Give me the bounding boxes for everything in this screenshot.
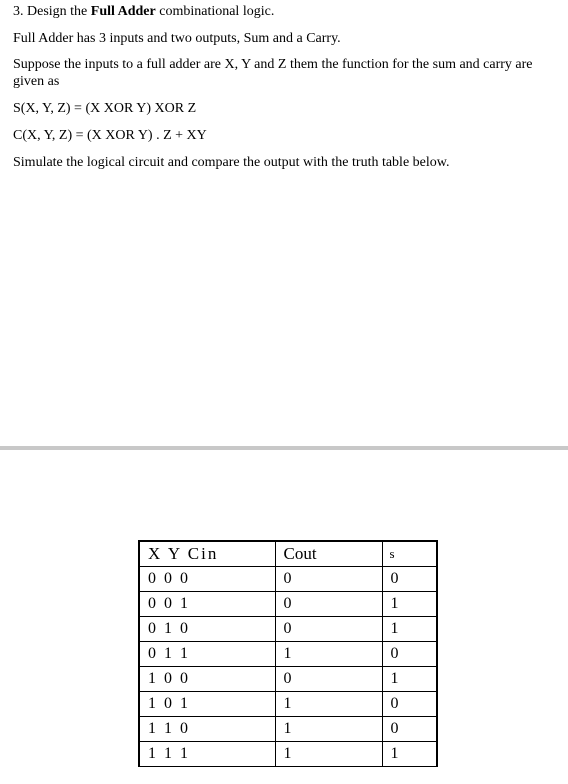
- table-row: [139, 641, 437, 666]
- cell-inputs: 1 1 0: [139, 716, 275, 741]
- cell-inputs: 0 0 1: [139, 591, 275, 616]
- question-title: [13, 3, 274, 20]
- header-sum: s: [382, 541, 437, 566]
- cell-cout: 0: [275, 616, 382, 641]
- cell-inputs: 1 1 1: [139, 741, 275, 766]
- cell-cout: 1: [275, 641, 382, 666]
- question-prefix: 3. Design the: [13, 4, 91, 19]
- question-bold-term: Full Adder: [90, 4, 156, 19]
- cell-sum: 0: [382, 716, 437, 741]
- cell-cout: 0: [275, 666, 382, 691]
- cell-sum: 0: [382, 566, 437, 591]
- cell-cout: 0: [275, 591, 382, 616]
- simulate-instruction: Simulate the logical circuit and compare the output with the truth table below.: [13, 155, 450, 170]
- table-row: [139, 691, 437, 716]
- table-row: [139, 616, 437, 641]
- header-cout: Cout: [275, 541, 382, 566]
- suppose-text: Suppose the inputs to a full adder are X, Y and Z them the function for the sum and carry are given as: [13, 57, 533, 89]
- question-suffix: combinational logic.: [155, 4, 275, 19]
- sum-equation: S(X, Y, Z) = (X XOR Y) XOR Z: [13, 101, 197, 116]
- table-row: [139, 566, 437, 591]
- cell-sum: 0: [382, 691, 437, 716]
- cell-cout: 1: [275, 741, 382, 766]
- cell-sum: 1: [382, 616, 437, 641]
- cell-inputs: 0 0 0: [139, 566, 275, 591]
- cell-inputs: 0 1 1: [139, 641, 275, 666]
- cell-cout: 1: [275, 716, 382, 741]
- cell-sum: 0: [382, 641, 437, 666]
- table-row: [139, 591, 437, 616]
- intro-text: Full Adder has 3 inputs and two outputs, Sum and a Carry.: [13, 31, 341, 46]
- truth-table-header-row: [139, 541, 437, 566]
- table-row: [139, 716, 437, 741]
- header-inputs: X Y Cin: [139, 541, 275, 566]
- cell-sum: 1: [382, 666, 437, 691]
- cell-inputs: 0 1 0: [139, 616, 275, 641]
- section-divider: [0, 446, 568, 450]
- cell-inputs: 1 0 1: [139, 691, 275, 716]
- cell-cout: 0: [275, 566, 382, 591]
- cell-sum: 1: [382, 741, 437, 766]
- table-row: [139, 666, 437, 691]
- cell-cout: 1: [275, 691, 382, 716]
- cell-sum: 1: [382, 591, 437, 616]
- cell-inputs: 1 0 0: [139, 666, 275, 691]
- table-row: [139, 741, 437, 766]
- truth-table: [138, 540, 438, 767]
- carry-equation: C(X, Y, Z) = (X XOR Y) . Z + XY: [13, 128, 207, 143]
